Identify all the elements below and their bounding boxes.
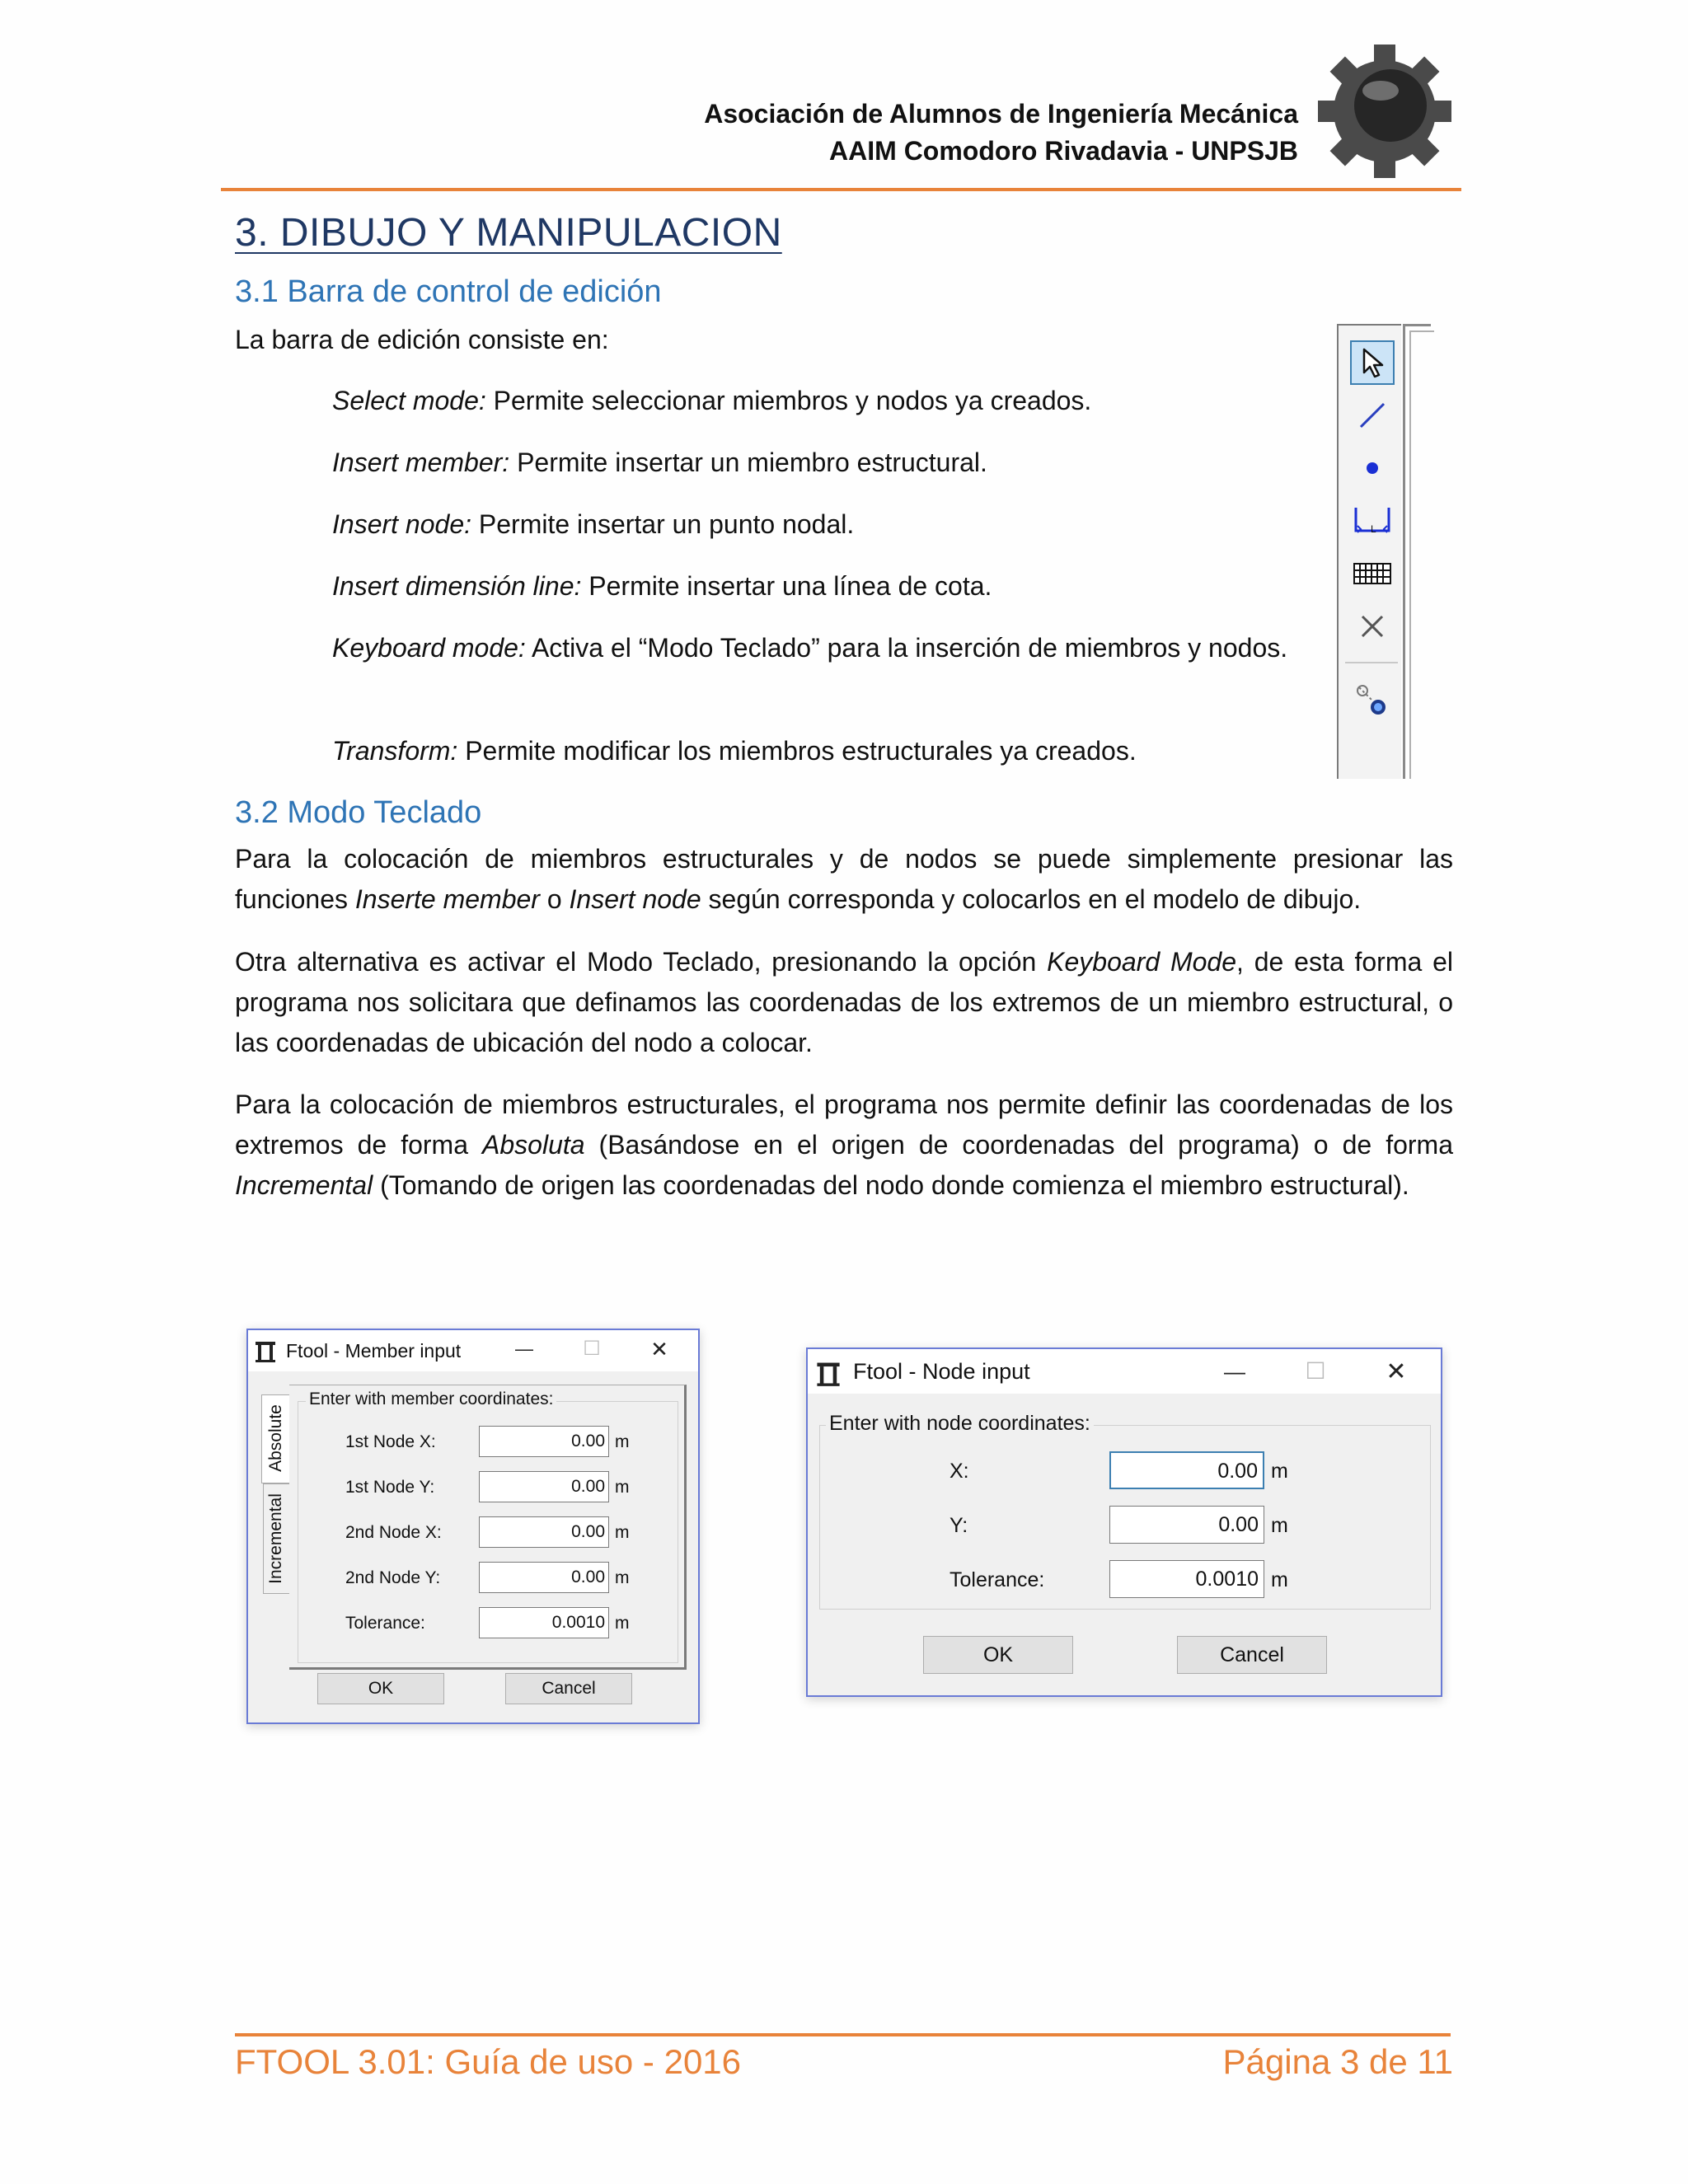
- unit-label: m: [1271, 1460, 1288, 1483]
- input-1st-node-x[interactable]: 0.00: [479, 1426, 609, 1457]
- field-label-2nd-node-x: 2nd Node X:: [345, 1523, 442, 1542]
- p3-text-c: (Tomando de origen las coordenadas del nodo donde comienza el miembro estructural).: [373, 1170, 1409, 1200]
- subsection-title-3-1: 3.1 Barra de control de edición: [235, 274, 662, 309]
- p1-text-b: o: [539, 884, 570, 914]
- cancel-button[interactable]: Cancel: [1177, 1636, 1327, 1674]
- insert-node-icon: [1356, 452, 1389, 485]
- maximize-button[interactable]: ☐: [1305, 1358, 1326, 1384]
- footer-title: FTOOL 3.01: Guía de uso - 2016: [235, 2042, 742, 2081]
- node-input-dialog: [806, 1347, 1442, 1697]
- close-button[interactable]: ✕: [1386, 1358, 1407, 1385]
- header-association-name: Asociación de Alumnos de Ingeniería Mecánica: [704, 99, 1298, 129]
- paragraph-2: [235, 942, 1453, 1063]
- section-title: 3. DIBUJO Y MANIPULACION: [235, 211, 782, 255]
- insert-dimension-line-button[interactable]: [1350, 499, 1395, 543]
- keyboard-mode-button[interactable]: [1350, 551, 1395, 596]
- ftool-app-icon: [814, 1359, 842, 1387]
- item-term: Transform:: [332, 736, 458, 766]
- svg-text:L: L: [1371, 523, 1376, 535]
- insert-member-icon: [1356, 399, 1389, 432]
- field-label-tolerance: Tolerance:: [345, 1614, 425, 1633]
- input-tolerance[interactable]: 0.0010: [1109, 1560, 1264, 1598]
- item-desc: Activa el “Modo Teclado” para la inserción de miembros y nodos.: [525, 633, 1288, 663]
- toolbar-separator: [1345, 662, 1398, 663]
- unit-label: m: [615, 1568, 630, 1587]
- keyboard-mode-icon: [1353, 557, 1392, 590]
- paragraph-3: [235, 1085, 1453, 1206]
- insert-dimension-line-icon: [1353, 504, 1392, 537]
- field-label-x: X:: [950, 1460, 969, 1483]
- subsection-title-3-2: 3.2 Modo Teclado: [235, 795, 482, 830]
- unit-label: m: [615, 1478, 630, 1497]
- page-number: Página 3 de 11: [1222, 2042, 1453, 2081]
- member-dialog-titlebar[interactable]: [248, 1330, 698, 1371]
- header-rule: [221, 188, 1461, 191]
- list-item-keyboard-mode: [332, 628, 1313, 668]
- input-y[interactable]: 0.00: [1109, 1506, 1264, 1544]
- p2-italic-1: Keyboard Mode: [1047, 947, 1237, 977]
- insert-node-button[interactable]: [1350, 446, 1395, 490]
- field-label-2nd-node-y: 2nd Node Y:: [345, 1568, 441, 1587]
- cancel-button[interactable]: Cancel: [505, 1673, 632, 1704]
- edit-toolbar: [1337, 324, 1434, 779]
- member-group-title: Enter with member coordinates:: [306, 1390, 556, 1409]
- item-desc: Permite modificar los miembros estructurales ya creados.: [457, 736, 1137, 766]
- transform-icon: [1354, 682, 1390, 719]
- maximize-button[interactable]: ☐: [583, 1338, 601, 1360]
- ok-button[interactable]: OK: [923, 1636, 1073, 1674]
- p3-text-a: Para la colocación de miembros estructurales, el programa nos permite definir las coordenadas de los extremos de forma: [235, 1090, 1453, 1160]
- select-mode-button[interactable]: [1350, 340, 1395, 385]
- field-label-y: Y:: [950, 1514, 968, 1537]
- intro-text: La barra de edición consiste en:: [235, 325, 609, 354]
- p1-italic-2: Insert node: [569, 884, 701, 914]
- ftool-app-icon: [253, 1338, 278, 1363]
- input-tolerance[interactable]: 0.0010: [479, 1607, 609, 1638]
- member-dialog-title: Ftool - Member input: [286, 1340, 462, 1361]
- item-term: Insert node:: [332, 509, 471, 539]
- tab-absolute-label: Absolute: [266, 1404, 285, 1472]
- node-dialog-title: Ftool - Node input: [853, 1359, 1030, 1384]
- p2-text-b: , de esta forma el programa nos solicitara que definamos las coordenadas de los extremos de un miembro estructural, o las coordenadas de ubicación del nodo a colocar.: [235, 947, 1454, 1057]
- select-mode-icon: [1357, 346, 1387, 379]
- item-term: Select mode:: [332, 386, 486, 415]
- p1-text-a: Para la colocación de miembros estructurales y de nodos se puede simplemente presionar las funciones: [235, 844, 1453, 914]
- node-dialog-titlebar[interactable]: [808, 1349, 1441, 1394]
- item-desc: Permite insertar un punto nodal.: [471, 509, 855, 539]
- tab-absolute[interactable]: [261, 1394, 289, 1483]
- input-1st-node-y[interactable]: 0.00: [479, 1471, 609, 1502]
- field-label-1st-node-x: 1st Node X:: [345, 1432, 436, 1451]
- gear-logo-icon: [1315, 41, 1455, 181]
- p3-italic-1: Absoluta: [482, 1130, 585, 1160]
- p3-italic-2: Incremental: [235, 1170, 373, 1200]
- header-subtitle: AAIM Comodoro Rivadavia - UNPSJB: [829, 136, 1298, 166]
- field-label-1st-node-y: 1st Node Y:: [345, 1478, 435, 1497]
- input-2nd-node-y[interactable]: 0.00: [479, 1562, 609, 1593]
- tab-incremental[interactable]: [263, 1483, 289, 1594]
- p2-text-a: Otra alternativa es activar el Modo Teclado, presionando la opción: [235, 947, 1048, 977]
- minimize-button[interactable]: —: [515, 1338, 533, 1359]
- tab-incremental-label: Incremental: [266, 1493, 285, 1584]
- footer-rule: [235, 2033, 1451, 2036]
- item-desc: Permite seleccionar miembros y nodos ya creados.: [485, 386, 1092, 415]
- list-item-transform: [332, 731, 1313, 771]
- toolbar-panel: [1337, 324, 1401, 779]
- unit-label: m: [615, 1523, 630, 1542]
- paragraph-1: [235, 839, 1453, 920]
- p1-text-c: según corresponda y colocarlos en el modelo de dibujo.: [701, 884, 1362, 914]
- item-term: Keyboard mode:: [332, 633, 526, 663]
- toolbar-frame-inner: [1409, 330, 1434, 779]
- list-item-select-mode: [332, 381, 1313, 421]
- list-item-insert-node: [332, 504, 1313, 545]
- list-item-insert-dimension: [332, 566, 1313, 607]
- field-label-tolerance: Tolerance:: [950, 1568, 1045, 1591]
- input-2nd-node-x[interactable]: 0.00: [479, 1516, 609, 1548]
- close-button[interactable]: ✕: [650, 1337, 668, 1361]
- minimize-button[interactable]: —: [1224, 1359, 1245, 1384]
- unit-label: m: [1271, 1568, 1288, 1591]
- input-x[interactable]: 0.00: [1109, 1451, 1264, 1489]
- delete-button[interactable]: [1350, 604, 1395, 649]
- item-desc: Permite insertar una línea de cota.: [581, 571, 992, 601]
- delete-icon: [1356, 610, 1389, 643]
- insert-member-button[interactable]: [1350, 393, 1395, 438]
- unit-label: m: [615, 1432, 630, 1451]
- ok-button[interactable]: OK: [317, 1673, 444, 1704]
- item-desc: Permite insertar un miembro estructural.: [509, 448, 987, 477]
- unit-label: m: [615, 1614, 630, 1633]
- item-term: Insert dimensión line:: [332, 571, 582, 601]
- item-term: Insert member:: [332, 448, 510, 477]
- p1-italic-1: Inserte member: [354, 884, 540, 914]
- node-group-title: Enter with node coordinates:: [826, 1412, 1094, 1436]
- member-input-dialog: [246, 1329, 700, 1724]
- unit-label: m: [1271, 1514, 1288, 1537]
- transform-button[interactable]: [1350, 678, 1395, 723]
- list-item-insert-member: [332, 443, 1313, 483]
- p3-text-b: (Basándose en el origen de coordenadas del programa) o de forma: [584, 1130, 1454, 1160]
